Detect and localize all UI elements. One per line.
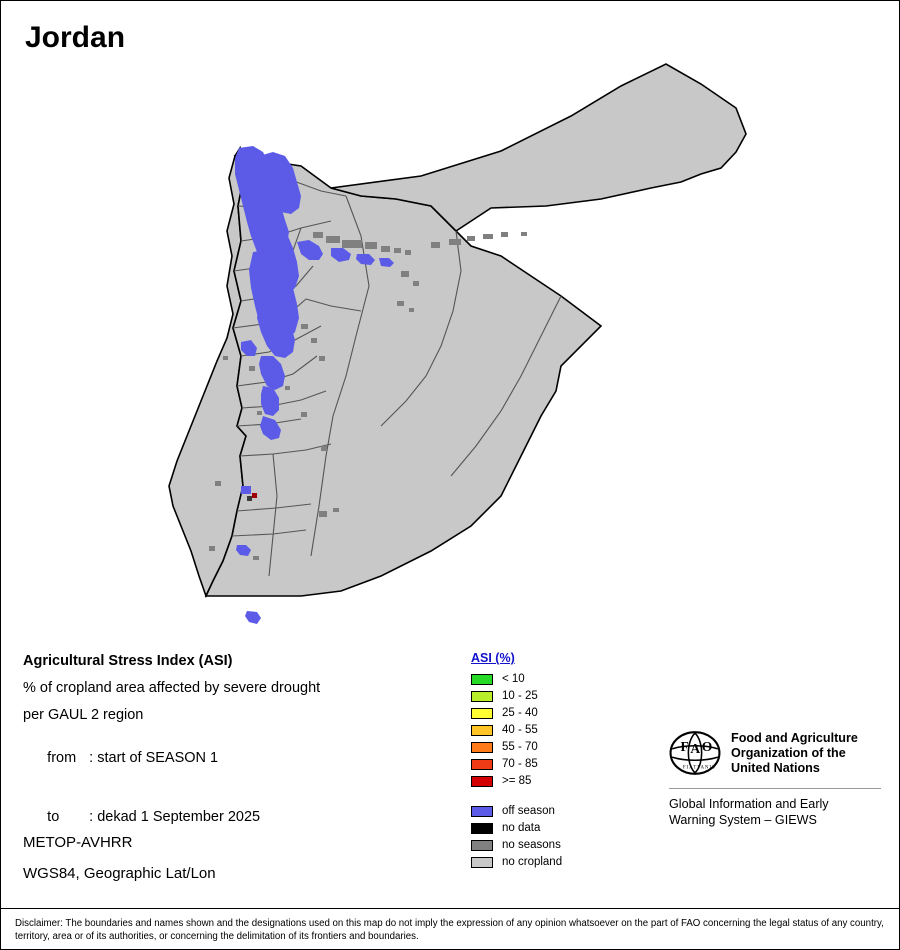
giews-name bbox=[669, 796, 881, 828]
svg-text:O: O bbox=[701, 738, 713, 754]
svg-text:F: F bbox=[680, 738, 689, 754]
caption-region-level: per GAUL 2 region bbox=[23, 707, 144, 723]
legend-item bbox=[471, 705, 651, 722]
country-shape bbox=[169, 64, 746, 596]
legend-item-no-cropland bbox=[471, 854, 651, 871]
to-label: to bbox=[47, 809, 60, 825]
legend-item bbox=[471, 739, 651, 756]
legend-label: no data bbox=[502, 822, 541, 834]
legend-label: no cropland bbox=[502, 856, 563, 868]
caption-period-from bbox=[23, 734, 443, 782]
legend-swatch bbox=[471, 759, 493, 770]
asi-legend-header: ASI (%) bbox=[471, 651, 515, 665]
legend-label: 25 - 40 bbox=[502, 707, 538, 719]
from-value: : start of SEASON 1 bbox=[89, 750, 219, 766]
fao-branding bbox=[669, 727, 881, 828]
giews-line1: Global Information and Early bbox=[669, 797, 829, 811]
to-value: : dekad 1 September 2025 bbox=[89, 809, 261, 825]
caption-title: Agricultural Stress Index (ASI) bbox=[23, 653, 233, 669]
technical-info bbox=[23, 834, 216, 896]
sensor-label: METOP-AVHRR bbox=[23, 834, 133, 851]
giews-line2: Warning System – GIEWS bbox=[669, 813, 817, 827]
legend-swatch bbox=[471, 806, 493, 817]
legend-swatch bbox=[471, 823, 493, 834]
fao-name-line2: Organization of the bbox=[731, 745, 846, 760]
legend-item bbox=[471, 671, 651, 688]
svg-text:F I A T P A N I S: F I A T P A N I S bbox=[683, 765, 715, 771]
legend-swatch bbox=[471, 840, 493, 851]
fao-name-line3: United Nations bbox=[731, 760, 820, 775]
legend-swatch bbox=[471, 742, 493, 753]
fao-divider bbox=[669, 788, 881, 789]
legend-item bbox=[471, 773, 651, 790]
legend-label: 40 - 55 bbox=[502, 724, 538, 736]
legend-label: < 10 bbox=[502, 673, 525, 685]
legend-swatch bbox=[471, 857, 493, 868]
map-canvas bbox=[1, 56, 899, 626]
legend-swatch bbox=[471, 776, 493, 787]
from-label: from bbox=[47, 750, 77, 766]
legend-swatch bbox=[471, 708, 493, 719]
legend-label: >= 85 bbox=[502, 775, 532, 787]
page-title: Jordan bbox=[25, 21, 126, 54]
caption-subtitle: % of cropland area affected by severe drought bbox=[23, 680, 321, 696]
legend-swatch bbox=[471, 725, 493, 736]
legend-label: 70 - 85 bbox=[502, 758, 538, 770]
legend-item-no-seasons bbox=[471, 837, 651, 854]
legend-item-no-data bbox=[471, 820, 651, 837]
legend-item-off-season bbox=[471, 803, 651, 820]
legend-label: 10 - 25 bbox=[502, 690, 538, 702]
legend-item bbox=[471, 756, 651, 773]
legend-swatch bbox=[471, 674, 493, 685]
legend-label: off season bbox=[502, 805, 555, 817]
legend-label: no seasons bbox=[502, 839, 561, 851]
legend-swatch bbox=[471, 691, 493, 702]
fao-organization-name bbox=[731, 731, 858, 776]
projection-label: WGS84, Geographic Lat/Lon bbox=[23, 865, 216, 882]
fao-name-line1: Food and Agriculture bbox=[731, 730, 858, 745]
map-caption bbox=[23, 653, 443, 852]
fao-logo-icon bbox=[669, 727, 721, 779]
asi-legend bbox=[471, 651, 651, 871]
disclaimer: Disclaimer: The boundaries and names shown and the designations used on this map do not imply the expression of any opinion whatsoever on the part of FAO concerning the legal status of any country, territory, area or of its authorities, or concerning the delimitation of its frontiers and boundaries. bbox=[1, 908, 899, 949]
legend-label: 55 - 70 bbox=[502, 741, 538, 753]
legend-spacer bbox=[471, 790, 651, 803]
legend-item bbox=[471, 688, 651, 705]
legend-item bbox=[471, 722, 651, 739]
svg-text:A: A bbox=[690, 741, 701, 756]
